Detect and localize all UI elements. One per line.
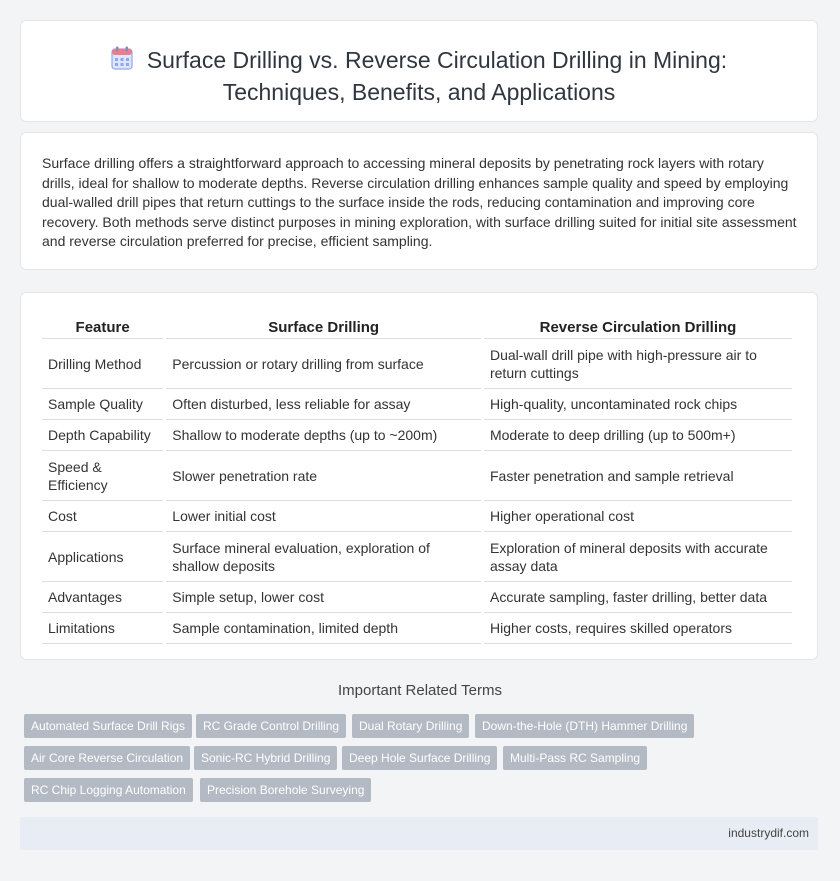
header-feature: Feature xyxy=(42,314,163,339)
feature-cell: Sample Quality xyxy=(42,389,163,420)
related-term-tag[interactable]: Down-the-Hole (DTH) Hammer Drilling xyxy=(475,714,694,738)
related-term-tag[interactable]: Precision Borehole Surveying xyxy=(200,778,371,802)
table-row xyxy=(42,420,792,451)
feature-cell: Drilling Method xyxy=(42,339,163,389)
surface-cell: Often disturbed, less reliable for assay xyxy=(166,389,481,420)
page-title xyxy=(21,45,817,107)
related-term-tag[interactable]: RC Grade Control Drilling xyxy=(196,714,346,738)
feature-cell: Limitations xyxy=(42,613,163,644)
related-term-tag[interactable]: RC Chip Logging Automation xyxy=(24,778,193,802)
rc-cell: Higher operational cost xyxy=(484,501,792,532)
surface-cell: Slower penetration rate xyxy=(166,451,481,501)
rc-cell: Dual-wall drill pipe with high-pressure air to return cuttings xyxy=(484,339,792,389)
related-term-tag[interactable]: Dual Rotary Drilling xyxy=(352,714,469,738)
feature-cell: Cost xyxy=(42,501,163,532)
title-card xyxy=(20,20,818,122)
rc-cell: Exploration of mineral deposits with accurate assay data xyxy=(484,532,792,582)
table-row xyxy=(42,339,792,389)
table-row xyxy=(42,389,792,420)
surface-cell: Simple setup, lower cost xyxy=(166,582,481,613)
table-row xyxy=(42,613,792,644)
surface-cell: Shallow to moderate depths (up to ~200m) xyxy=(166,420,481,451)
feature-cell: Advantages xyxy=(42,582,163,613)
related-term-tag[interactable]: Sonic-RC Hybrid Drilling xyxy=(194,746,337,770)
rc-cell: Moderate to deep drilling (up to 500m+) xyxy=(484,420,792,451)
feature-cell: Applications xyxy=(42,532,163,582)
surface-cell: Sample contamination, limited depth xyxy=(166,613,481,644)
comparison-table-card xyxy=(20,292,818,660)
rc-cell: High-quality, uncontaminated rock chips xyxy=(484,389,792,420)
related-term-tag[interactable]: Automated Surface Drill Rigs xyxy=(24,714,192,738)
feature-cell: Speed & Efficiency xyxy=(42,451,163,501)
surface-cell: Percussion or rotary drilling from surface xyxy=(166,339,481,389)
rc-cell: Faster penetration and sample retrieval xyxy=(484,451,792,501)
related-terms-heading: Important Related Terms xyxy=(338,682,502,699)
surface-cell: Lower initial cost xyxy=(166,501,481,532)
intro-paragraph: Surface drilling offers a straightforward approach to accessing mineral deposits by penetrating rock layers with rotary drills, ideal for shallow to moderate depths. Reverse circulation drilling enhances sample quality and speed by employing dual-walled drill pipes that return cuttings to the surface inside the rods, reducing contamination and improving core recovery. Both methods serve distinct purposes in mining exploration, with surface drilling suited for initial site assessment and reverse circulation preferred for precise, efficient sampling. xyxy=(42,155,797,249)
header-reverse-circulation: Reverse Circulation Drilling xyxy=(484,314,792,339)
table-header-row xyxy=(42,314,792,339)
related-term-tag[interactable]: Deep Hole Surface Drilling xyxy=(342,746,497,770)
rc-cell: Accurate sampling, faster drilling, better data xyxy=(484,582,792,613)
rc-cell: Higher costs, requires skilled operators xyxy=(484,613,792,644)
table-row xyxy=(42,451,792,501)
calendar-icon xyxy=(111,46,133,77)
intro-card xyxy=(20,132,818,270)
table-row xyxy=(42,582,792,613)
title-line-1: Surface Drilling vs. Reverse Circulation Drilling in Mining: xyxy=(146,47,728,73)
related-term-tag[interactable]: Air Core Reverse Circulation xyxy=(24,746,190,770)
footer xyxy=(20,817,818,850)
header-surface-drilling: Surface Drilling xyxy=(166,314,481,339)
title-line-2: Techniques, Benefits, and Applications xyxy=(222,79,616,105)
footer-site-link[interactable]: industrydif.com xyxy=(728,826,809,840)
related-term-tag[interactable]: Multi-Pass RC Sampling xyxy=(503,746,647,770)
comparison-table xyxy=(39,314,795,644)
surface-cell: Surface mineral evaluation, exploration of shallow deposits xyxy=(166,532,481,582)
feature-cell: Depth Capability xyxy=(42,420,163,451)
table-row xyxy=(42,532,792,582)
table-row xyxy=(42,501,792,532)
